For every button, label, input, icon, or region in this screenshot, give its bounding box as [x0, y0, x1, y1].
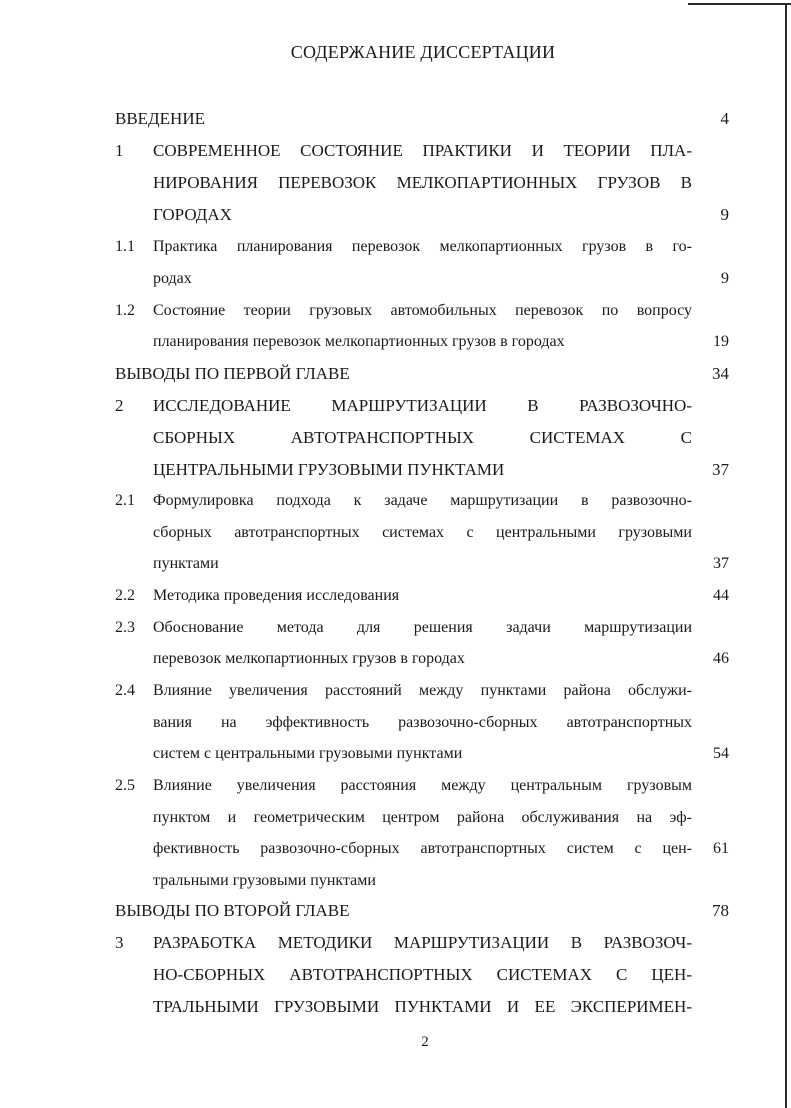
toc-conclusions-1 — [115, 361, 731, 387]
toc-entry-line: Обоснование метода для решения задачи маршрутизации — [153, 619, 692, 636]
toc-entry-line: сборных автотранспортных системах с центральными грузовыми — [153, 524, 692, 541]
toc-section-2-4 — [115, 678, 731, 704]
toc-section-1-2-line2 — [115, 329, 731, 355]
toc-chapter-2 — [115, 393, 731, 419]
toc-chapter-3 — [115, 930, 731, 956]
toc-entry-line: систем с центральными грузовыми пунктами — [153, 745, 463, 762]
toc-page-number: 4 — [720, 109, 729, 128]
toc-entry-line: пунктом и геометрическим центром района обслуживания на эф- — [153, 809, 692, 826]
toc-entry-line: ИССЛЕДОВАНИЕ МАРШРУТИЗАЦИИ В РАЗВОЗОЧНО- — [153, 396, 692, 415]
toc-entry-line: вания на эффективность развозочно-сборных автотранспортных — [153, 714, 692, 731]
toc-page-number: 46 — [713, 650, 729, 667]
toc-section-1-2 — [115, 298, 731, 324]
toc-chapter-3-line3 — [115, 994, 731, 1020]
toc-section-2-2 — [115, 583, 731, 609]
toc-chapter-2-line3 — [115, 457, 731, 483]
toc-entry-line: НО-СБОРНЫХ АВТОТРАНСПОРТНЫХ СИСТЕМАХ С ЦЕН- — [153, 965, 692, 984]
toc-section-number: 1.2 — [115, 302, 135, 319]
toc-page-number: 37 — [713, 555, 729, 572]
toc-page-number: 9 — [721, 270, 729, 287]
toc-chapter-3-line2 — [115, 962, 731, 988]
toc-section-number: 2.1 — [115, 492, 135, 509]
toc-conclusions-2 — [115, 898, 731, 924]
toc-entry-line: Состояние теории грузовых автомобильных перевозок по вопросу — [153, 302, 692, 319]
toc-section-2-5-line4 — [115, 868, 731, 894]
page-number: 2 — [421, 1034, 429, 1050]
toc-entry-line: НИРОВАНИЯ ПЕРЕВОЗОК МЕЛКОПАРТИОННЫХ ГРУЗОВ В — [153, 173, 692, 192]
toc-page-number: 19 — [713, 333, 729, 350]
toc-page-number: 9 — [720, 205, 729, 224]
toc-entry-line: Методика проведения исследования — [153, 587, 400, 604]
toc-entry-line: ЦЕНТРАЛЬНЫМИ ГРУЗОВЫМИ ПУНКТАМИ — [153, 460, 505, 479]
toc-section-2-5-line2 — [115, 805, 731, 831]
toc-chapter-1-line2 — [115, 170, 731, 196]
scan-edge-right — [785, 3, 787, 1108]
toc-section-number: 1.1 — [115, 238, 135, 255]
toc-entry-line: Влияние увеличения расстояния между центральным грузовым — [153, 777, 692, 794]
toc-entry-line: тральными грузовыми пунктами — [153, 872, 376, 889]
toc-entry-intro — [115, 106, 731, 132]
toc-entry-line: перевозок мелкопартионных грузов в городах — [153, 650, 465, 667]
toc-page-number: 37 — [712, 460, 729, 479]
toc-section-number: 2.5 — [115, 777, 135, 794]
toc-entry-label: ВЫВОДЫ ПО ВТОРОЙ ГЛАВЕ — [115, 901, 350, 920]
toc-section-2-1-line2 — [115, 520, 731, 546]
toc-page-number: 34 — [712, 364, 729, 383]
toc-page-number: 61 — [713, 840, 729, 857]
toc-entry-line: РАЗРАБОТКА МЕТОДИКИ МАРШРУТИЗАЦИИ В РАЗВОЗОЧ- — [153, 933, 692, 952]
toc-entry-line: Влияние увеличения расстояний между пунктами района обслужи- — [153, 682, 692, 699]
toc-section-number: 2.4 — [115, 682, 135, 699]
toc-page-number: 54 — [713, 745, 729, 762]
toc-entry-line: родах — [153, 270, 192, 287]
toc-page-number: 44 — [713, 587, 729, 604]
toc-section-number: 2.3 — [115, 619, 135, 636]
toc-chapter-1-line3 — [115, 202, 731, 228]
page-title: СОДЕРЖАНИЕ ДИССЕРТАЦИИ — [290, 42, 556, 62]
toc-entry-line: пунктами — [153, 555, 219, 572]
toc-entry-line: СОВРЕМЕННОЕ СОСТОЯНИЕ ПРАКТИКИ И ТЕОРИИ ПЛА- — [153, 141, 692, 160]
toc-chapter-1 — [115, 138, 731, 164]
toc-section-1-1-line2 — [115, 266, 731, 292]
toc-section-2-1-line3 — [115, 551, 731, 577]
toc-chapter-2-line2 — [115, 425, 731, 451]
toc-entry-label: ВВЕДЕНИЕ — [115, 109, 205, 128]
toc-chapter-number: 1 — [115, 141, 124, 160]
toc-entry-line: ТРАЛЬНЫМИ ГРУЗОВЫМИ ПУНКТАМИ И ЕЕ ЭКСПЕРИМЕН- — [153, 997, 692, 1016]
toc-entry-line: Формулировка подхода к задаче маршрутизации в развозочно- — [153, 492, 692, 509]
toc-section-2-3 — [115, 615, 731, 641]
scan-edge-top — [688, 3, 791, 5]
toc-section-2-1 — [115, 488, 731, 514]
toc-entry-line: фективность развозочно-сборных автотранспортных систем с цен- — [153, 840, 692, 857]
toc-chapter-number: 2 — [115, 396, 124, 415]
toc-entry-line: ГОРОДАХ — [153, 205, 232, 224]
toc-section-2-5 — [115, 773, 731, 799]
toc-entry-line: планирования перевозок мелкопартионных грузов в городах — [153, 333, 565, 350]
toc-entry-line: СБОРНЫХ АВТОТРАНСПОРТНЫХ СИСТЕМАХ С — [153, 428, 692, 447]
toc-section-2-4-line3 — [115, 741, 731, 767]
toc-entry-label: ВЫВОДЫ ПО ПЕРВОЙ ГЛАВЕ — [115, 364, 350, 383]
toc-section-number: 2.2 — [115, 587, 135, 604]
toc-section-1-1 — [115, 234, 731, 260]
toc-section-2-5-line3 — [115, 836, 731, 862]
toc-section-2-3-line2 — [115, 646, 731, 672]
toc-chapter-number: 3 — [115, 933, 124, 952]
toc-page-number: 78 — [712, 901, 729, 920]
toc-entry-line: Практика планирования перевозок мелкопартионных грузов в го- — [153, 238, 692, 255]
toc-section-2-4-line2 — [115, 710, 731, 736]
